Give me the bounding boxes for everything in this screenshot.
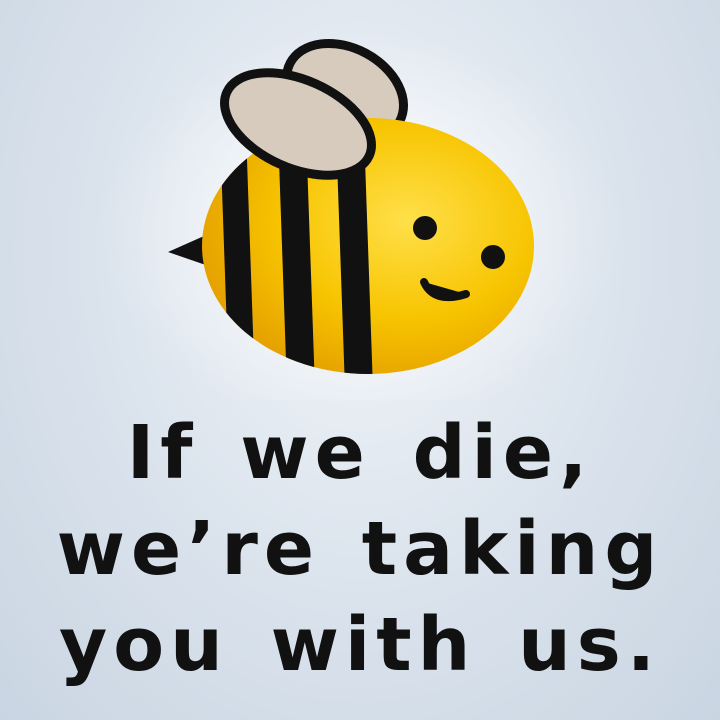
left-eye-icon [413, 216, 437, 240]
right-eye-icon [481, 245, 505, 269]
caption-line-1: If we die, [126, 410, 594, 496]
caption-line-3: you with us. [59, 602, 661, 688]
caption-line-2: we’re taking [56, 506, 664, 592]
caption [0, 405, 720, 693]
